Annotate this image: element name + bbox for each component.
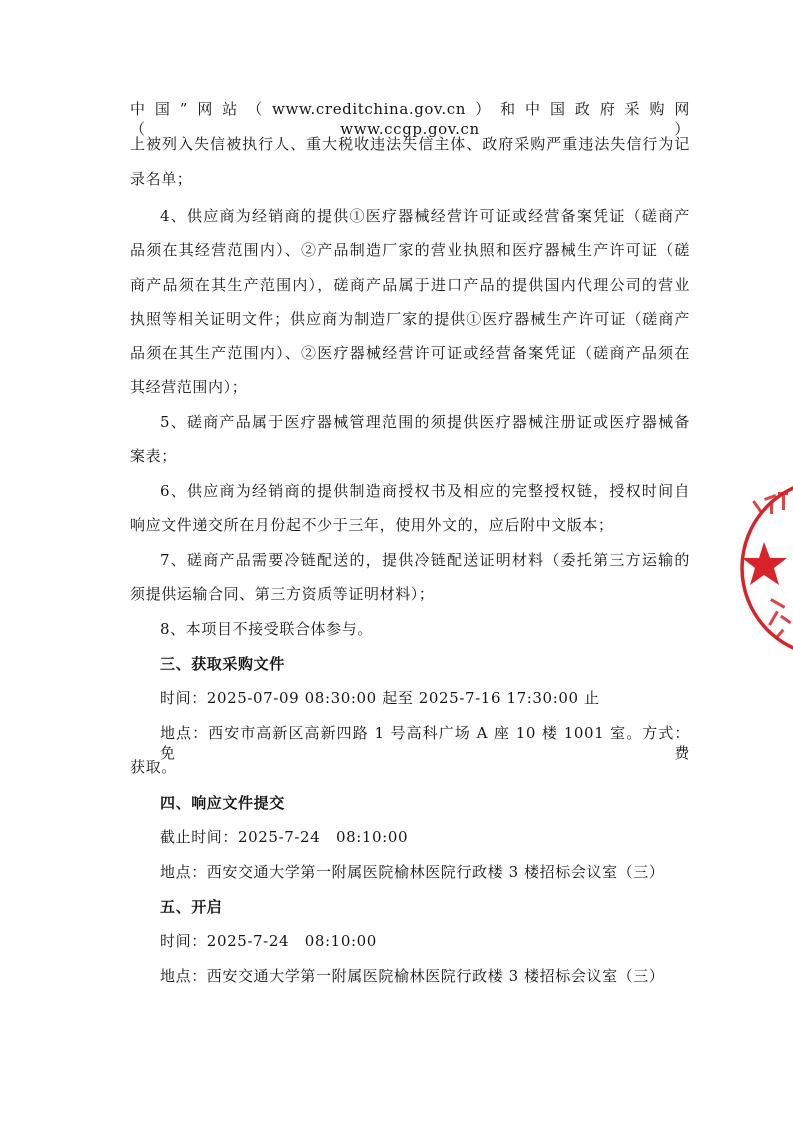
text-line: 时间：2025-07-09 08:30:00 起至 2025-7-16 17:30:00 止: [160, 689, 600, 707]
text-line: 地点：西安交通大学第一附属医院榆林医院行政楼 3 楼招标会议室（三）: [160, 863, 665, 881]
text-line: 7、磋商产品需要冷链配送的，提供冷链配送证明材料（委托第三方运输的: [160, 551, 690, 569]
text-line: 8、本项目不接受联合体参与。: [160, 620, 373, 638]
text-line: 品须在其经营范围内）、②产品制造厂家的营业执照和医疗器械生产许可证（磋: [130, 241, 690, 259]
text-line: 案表；: [130, 447, 177, 465]
text-line: 时间：2025-7-24 08:10:00: [160, 932, 377, 950]
text-line: 5、磋商产品属于医疗器械管理范围的须提供医疗器械注册证或医疗器械备: [160, 413, 690, 431]
text-line: 录名单；: [130, 170, 193, 188]
text-line: 中国”网站（www.creditchina.gov.cn）和中国政府采购网（www.ccgp.gov.cn）: [130, 100, 690, 138]
text-line: 其经营范围内）；: [130, 378, 248, 396]
text-line: 地点：西安交通大学第一附属医院榆林医院行政楼 3 楼招标会议室（三）: [160, 967, 665, 985]
official-seal-stamp: [730, 478, 793, 668]
section-heading: 四、响应文件提交: [160, 794, 285, 812]
text-line: 响应文件递交所在月份起不少于三年，使用外文的，应后附中文版本；: [130, 516, 614, 534]
text-line: 地点：西安市高新区高新四路 1 号高科广场 A 座 10 楼 1001 室。方式：免费: [160, 724, 690, 762]
text-line: 品须在其生产范围内）、②医疗器械经营许可证或经营备案凭证（磋商产品须在: [130, 344, 690, 362]
seal-star-icon: [742, 542, 787, 585]
text-line: 上被列入失信被执行人、重大税收违法失信主体、政府采购严重违法失信行为记: [130, 135, 690, 153]
text-line: 须提供运输合同、第三方资质等证明材料）；: [130, 585, 435, 603]
text-line: 执照等相关证明文件；供应商为制造厂家的提供①医疗器械生产许可证（磋商产: [130, 310, 690, 328]
text-line: 截止时间：2025-7-24 08:10:00: [160, 828, 409, 846]
section-heading: 三、获取采购文件: [160, 655, 285, 673]
section-heading: 五、开启: [160, 898, 223, 916]
text-line: 获取。: [130, 758, 177, 776]
text-line: 4、供应商为经销商的提供①医疗器械经营许可证或经营备案凭证（磋商产: [160, 207, 690, 225]
text-line: 商产品须在其生产范围内），磋商产品属于进口产品的提供国内代理公司的营业: [130, 276, 690, 294]
text-line: 6、供应商为经销商的提供制造商授权书及相应的完整授权链，授权时间自: [160, 482, 690, 500]
